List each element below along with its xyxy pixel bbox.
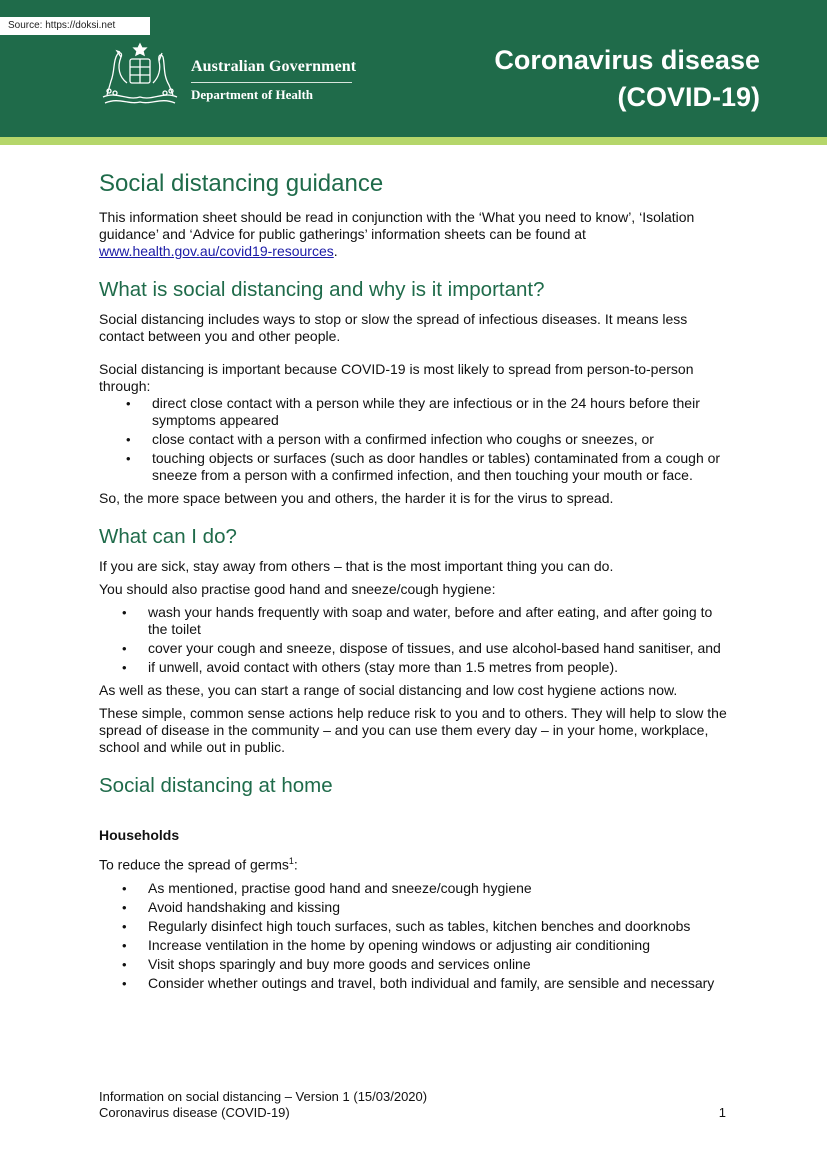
section2-paragraph: These simple, common sense actions help reduce risk to you and to others. They will help to slow the spread of disease in the community – and you can use them every day – in your home, workplace, school and while out in public.	[99, 705, 727, 755]
government-divider	[191, 82, 352, 83]
source-label: Source: https://doksi.net	[0, 17, 150, 35]
hygiene-list	[99, 604, 731, 676]
section2-paragraph: You should also practise good hand and sneeze/cough hygiene:	[99, 581, 496, 597]
households-intro-suffix: :	[293, 856, 298, 873]
households-intro-text: To reduce the spread of germs	[99, 856, 289, 873]
list-item: • direct close contact with a person while they are infectious or in the 24 hours before their symptoms appeared	[152, 395, 731, 429]
list-item: • Increase ventilation in the home by opening windows or adjusting air conditioning	[148, 937, 731, 954]
resources-link[interactable]: www.health.gov.au/covid19-resources	[99, 243, 334, 259]
intro-paragraph	[99, 209, 731, 260]
list-item: • Avoid handshaking and kissing	[148, 899, 731, 916]
document-title-line2: (COVID-19)	[617, 82, 760, 112]
section-heading-at-home: Social distancing at home	[99, 774, 333, 797]
intro-text: This information sheet should be read in conjunction with the ‘What you need to know’, ‘Isolation guidance’ and ‘Advice for public gatherings’ information sheets can be found at	[99, 209, 695, 242]
list-item: • cover your cough and sneeze, dispose of tissues, and use alcohol-based hand sanitiser, and	[148, 640, 731, 657]
section-heading-what-is: What is social distancing and why is it important?	[99, 278, 545, 301]
intro-text-end: .	[333, 243, 338, 259]
section2-paragraph: As well as these, you can start a range of social distancing and low cost hygiene actions now.	[99, 682, 678, 698]
list-item: • Consider whether outings and travel, both individual and family, are sensible and necessary	[148, 975, 731, 992]
footnote-ref: 1	[288, 856, 294, 866]
list-item: • if unwell, avoid contact with others (stay more than 1.5 metres from people).	[148, 659, 731, 676]
list-item: • touching objects or surfaces (such as door handles or tables) contaminated from a cough or sneeze from a person with a confirmed infection, and then touching your mouth or face.	[152, 450, 731, 484]
section2-paragraph: If you are sick, stay away from others – that is the most important thing you can do.	[99, 558, 614, 574]
list-item: • Visit shops sparingly and buy more goods and services online	[148, 956, 731, 973]
section1-paragraph: So, the more space between you and others, the harder it is for the virus to spread.	[99, 490, 614, 506]
section1-paragraph: Social distancing includes ways to stop or slow the spread of infectious diseases. It means less contact between you and other people.	[99, 311, 688, 344]
list-item: • wash your hands frequently with soap and water, before and after eating, and after going to the toilet	[148, 604, 731, 638]
header-accent-stripe	[0, 137, 827, 145]
department-name: Department of Health	[191, 87, 314, 102]
list-item: • close contact with a person with a confirmed infection who coughs or sneezes, or	[152, 431, 731, 448]
list-item: • Regularly disinfect high touch surfaces, such as tables, kitchen benches and doorknobs	[148, 918, 731, 935]
spread-methods-list	[99, 395, 731, 484]
document-title-line1: Coronavirus disease	[494, 45, 760, 75]
government-name: Australian Government	[191, 58, 357, 75]
document-title	[400, 42, 760, 116]
household-actions-list	[99, 880, 731, 992]
households-intro	[99, 853, 731, 874]
section-heading-what-can-i-do: What can I do?	[99, 525, 237, 548]
footer-version: Information on social distancing – Version 1 (15/03/2020)	[99, 1089, 428, 1104]
subheading-households: Households	[99, 827, 180, 843]
page-number: 1	[718, 1105, 726, 1120]
section1-paragraph: Social distancing is important because COVID-19 is most likely to spread from person-to-person through:	[99, 361, 694, 394]
coat-of-arms-icon	[97, 41, 183, 107]
page-footer	[99, 1089, 726, 1121]
main-content	[99, 168, 731, 998]
page-title: Social distancing guidance	[99, 170, 384, 197]
footer-topic: Coronavirus disease (COVID-19)	[99, 1105, 290, 1120]
list-item: • As mentioned, practise good hand and sneeze/cough hygiene	[148, 880, 731, 897]
